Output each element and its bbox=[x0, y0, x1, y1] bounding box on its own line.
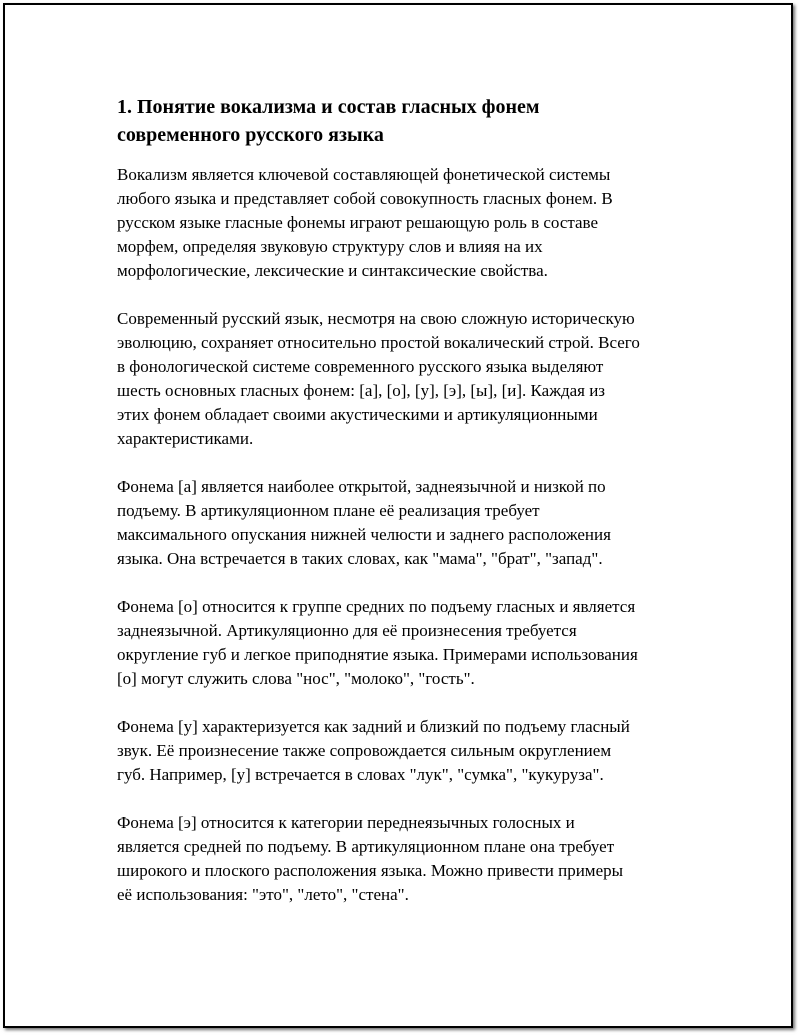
paragraph-phoneme-u bbox=[117, 715, 697, 787]
heading-line-2: современного русского языка bbox=[117, 124, 384, 146]
text-line: языка. Она встречается в таких словах, как "мама", "брат", "запад". bbox=[117, 549, 603, 568]
text-line: широкого и плоского расположения языка. Можно привести примеры bbox=[117, 861, 624, 880]
text-line: Фонема [а] является наиболее открытой, заднеязычной и низкой по bbox=[117, 477, 606, 496]
text-line: любого языка и представляет собой совокупность гласных фонем. В bbox=[117, 189, 613, 208]
text-line: Вокализм является ключевой составляющей фонетической системы bbox=[117, 165, 611, 184]
text-line: звук. Её произнесение также сопровождается сильным округлением bbox=[117, 741, 612, 760]
paragraph-phoneme-e bbox=[117, 811, 697, 907]
text-line: Фонема [о] относится к группе средних по подъему гласных и является bbox=[117, 597, 636, 616]
text-line: подъему. В артикуляционном плане её реализация требует bbox=[117, 501, 540, 520]
text-line: Современный русский язык, несмотря на свою сложную историческую bbox=[117, 309, 635, 328]
paragraph-six-phonemes bbox=[117, 307, 697, 451]
text-line: этих фонем обладает своими акустическими и артикуляционными bbox=[117, 405, 598, 424]
paragraph-phoneme-a bbox=[117, 475, 697, 571]
section-heading bbox=[117, 93, 697, 149]
text-line: Фонема [э] относится к категории переднеязычных голосных и bbox=[117, 813, 575, 832]
text-line: морфологические, лексические и синтаксические свойства. bbox=[117, 261, 548, 280]
text-line: русском языке гласные фонемы играют решающую роль в составе bbox=[117, 213, 599, 232]
paragraph-vocalism bbox=[117, 163, 697, 283]
text-line: Фонема [у] характеризуется как задний и близкий по подъему гласный bbox=[117, 717, 630, 736]
text-line: эволюцию, сохраняет относительно простой вокалический строй. Всего bbox=[117, 333, 640, 352]
text-line: губ. Например, [у] встречается в словах "лук", "сумка", "кукуруза". bbox=[117, 765, 604, 784]
text-line: заднеязычной. Артикуляционно для её произнесения требуется bbox=[117, 621, 577, 640]
text-line: характеристиками. bbox=[117, 429, 254, 448]
paragraph-phoneme-o bbox=[117, 595, 697, 691]
text-line: её использования: "это", "лето", "стена". bbox=[117, 885, 409, 904]
text-line: морфем, определяя звуковую структуру слов и влияя на их bbox=[117, 237, 543, 256]
text-line: округление губ и легкое приподнятие языка. Примерами использования bbox=[117, 645, 638, 664]
document-body bbox=[117, 93, 697, 931]
heading-line-1: 1. Понятие вокализма и состав гласных фонем bbox=[117, 96, 540, 118]
text-line: [о] могут служить слова "нос", "молоко", "гость". bbox=[117, 669, 475, 688]
text-line: в фонологической системе современного русского языка выделяют bbox=[117, 357, 604, 376]
text-line: шесть основных гласных фонем: [а], [о], [у], [э], [ы], [и]. Каждая из bbox=[117, 381, 606, 400]
text-line: максимального опускания нижней челюсти и заднего расположения bbox=[117, 525, 611, 544]
text-line: является средней по подъему. В артикуляционном плане она требует bbox=[117, 837, 615, 856]
